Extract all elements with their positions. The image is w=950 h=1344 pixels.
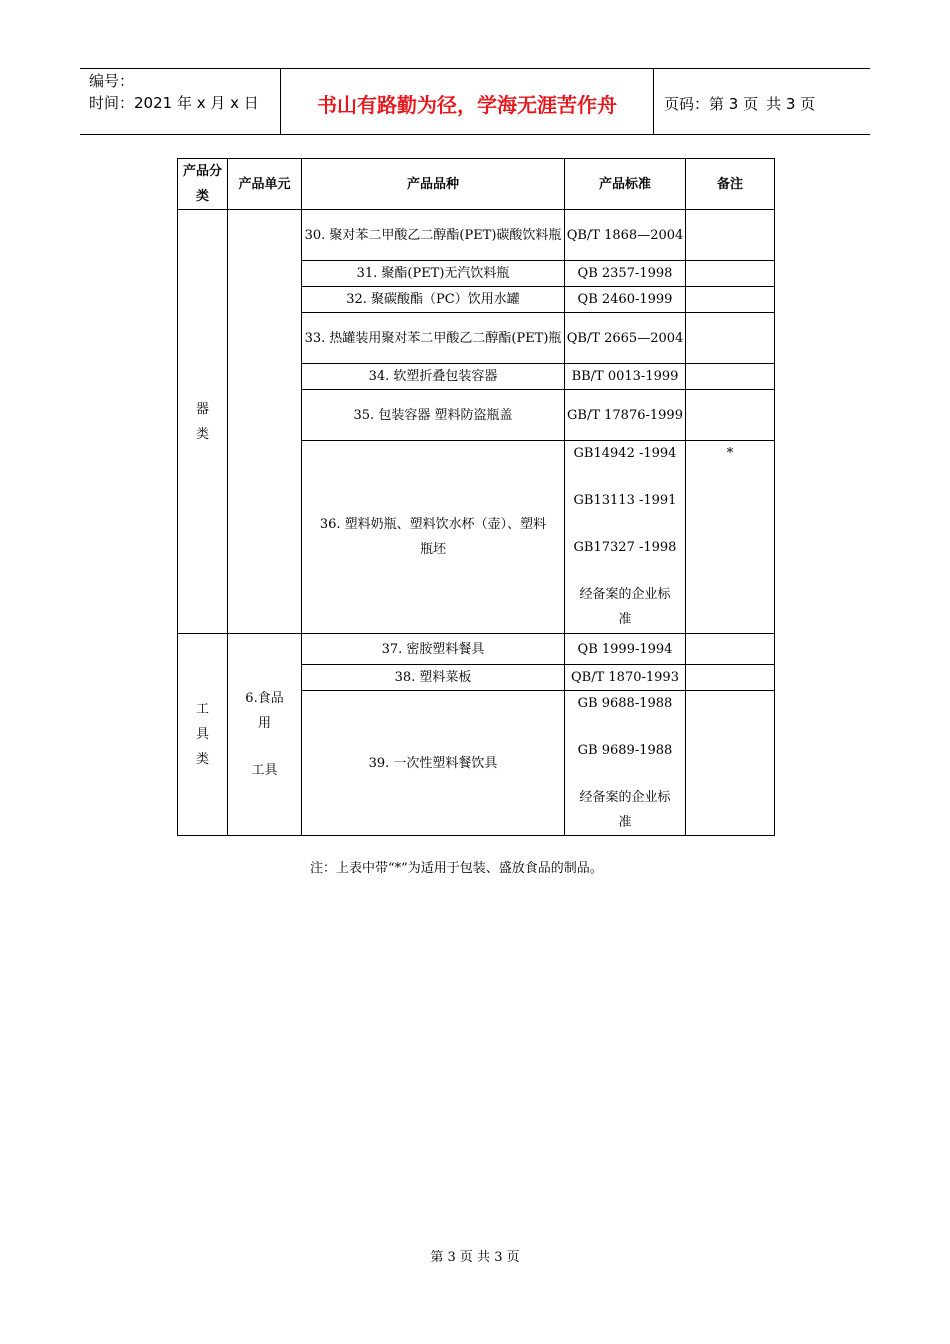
header-page-info (654, 69, 870, 134)
standard-line: 准 (618, 612, 632, 627)
header-meta (80, 69, 281, 134)
category-char: 类 (195, 752, 209, 767)
remark-cell (686, 665, 775, 691)
standard-cell: QB 1999-1994 (565, 634, 686, 665)
header-category: 产品分类 (178, 159, 228, 210)
remark-cell (686, 261, 775, 287)
unit-cell-empty (228, 210, 302, 634)
table-row (178, 210, 775, 261)
number-label: 编号： (89, 72, 135, 90)
category-char: 器 (195, 401, 209, 417)
standard-line: GB13113 -1991 (573, 493, 677, 508)
table-header-row (178, 159, 775, 210)
header-standard: 产品标准 (565, 159, 686, 210)
standard-cell: QB 2357-1998 (565, 261, 686, 287)
variety-cell: 36. 塑料奶瓶、塑料饮水杯（壶）、塑料瓶坯 (302, 441, 565, 634)
category-cell-tools (178, 634, 228, 836)
standard-cell: QB/T 1868—2004 (565, 210, 686, 261)
variety-cell: 39. 一次性塑料餐饮具 (302, 691, 565, 836)
variety-cell: 38. 塑料菜板 (302, 665, 565, 691)
table-note: 注：上表中带“*”为适用于包装、盛放食品的制品。 (310, 861, 603, 876)
page-info-label: 页码：第 3 页 (664, 95, 759, 113)
category-char: 工 (195, 702, 209, 717)
page-total-label: 共 3 页 (766, 95, 816, 113)
page-footer: 第 3 页 共 3 页 (430, 1250, 520, 1265)
header-remarks: 备注 (686, 159, 775, 210)
standard-cell (565, 441, 686, 634)
header-variety: 产品品种 (302, 159, 565, 210)
standard-line: 经备案的企业标 (579, 587, 671, 602)
table-row (178, 634, 775, 665)
remark-cell (686, 210, 775, 261)
variety-cell: 31. 聚酯(PET)无汽饮料瓶 (302, 261, 565, 287)
variety-cell: 34. 软塑折叠包装容器 (302, 364, 565, 390)
remark-cell (686, 691, 775, 836)
standard-line: GB17327 -1998 (573, 540, 677, 555)
time-label: 时间：2021 年 x 月 x 日 (89, 94, 259, 112)
standard-line: GB 9689-1988 (577, 743, 673, 758)
remark-cell (686, 313, 775, 364)
standard-cell: QB/T 2665—2004 (565, 313, 686, 364)
standard-cell: QB/T 1870-1993 (565, 665, 686, 691)
category-char: 类 (195, 426, 209, 442)
category-char: 具 (195, 727, 209, 742)
variety-cell: 37. 密胺塑料餐具 (302, 634, 565, 665)
standard-cell: QB 2460-1999 (565, 287, 686, 313)
variety-cell: 32. 聚碳酸酯（PC）饮用水罐 (302, 287, 565, 313)
variety-cell: 35. 包装容器 塑料防盗瓶盖 (302, 390, 565, 441)
remark-cell (686, 287, 775, 313)
variety-cell: 33. 热罐装用聚对苯二甲酸乙二醇酯(PET)瓶 (302, 313, 565, 364)
unit-line: 用 (257, 716, 271, 731)
remark-cell: * (686, 441, 775, 634)
variety-cell: 30. 聚对苯二甲酸乙二醇酯(PET)碳酸饮料瓶 (302, 210, 565, 261)
product-table (177, 158, 775, 836)
unit-line: 工具 (251, 763, 278, 778)
standard-cell: GB/T 17876-1999 (565, 390, 686, 441)
header-motto: 书山有路勤为径，学海无涯苦作舟 (281, 69, 654, 134)
unit-line: 6.食品 (245, 691, 284, 706)
header-unit: 产品单元 (228, 159, 302, 210)
unit-cell-food-tools (228, 634, 302, 836)
standard-cell: BB/T 0013-1999 (565, 364, 686, 390)
category-cell-containers (178, 210, 228, 634)
standard-line: 经备案的企业标 (579, 790, 671, 805)
standard-line: GB14942 -1994 (573, 446, 677, 461)
standard-cell (565, 691, 686, 836)
remark-cell (686, 364, 775, 390)
standard-line: 准 (618, 815, 632, 830)
remark-cell (686, 634, 775, 665)
remark-cell (686, 390, 775, 441)
standard-line: GB 9688-1988 (577, 696, 673, 711)
page-header (80, 68, 870, 135)
